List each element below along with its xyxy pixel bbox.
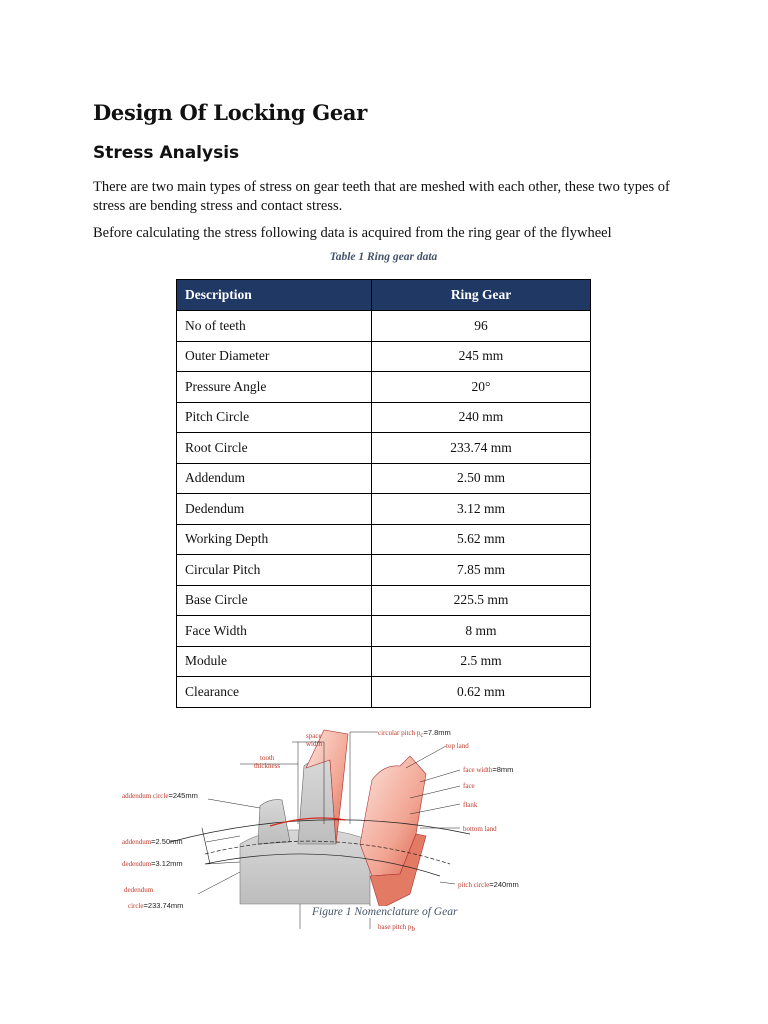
label-flank: flank [463,801,478,809]
cell-ring-gear-value: 240 mm [372,402,591,433]
cell-ring-gear-value: 5.62 mm [372,524,591,555]
figure-caption: Figure 1 Nomenclature of Gear [312,906,458,918]
label-addendum: addendum=2.50mm [122,837,183,846]
table-caption: Table 1 Ring gear data [329,251,438,263]
page-title: Design Of Locking Gear [93,100,367,125]
label-thickness: thickness [254,762,281,770]
cell-ring-gear-value: 0.62 mm [372,677,591,708]
cell-description: Outer Diameter [177,341,372,372]
table-row [177,646,591,677]
cell-description: No of teeth [177,311,372,342]
table-row [177,402,591,433]
ring-gear-table [176,279,591,708]
label-dedendum-circle-1: dedendum [124,886,154,894]
label-face-width: face width=8mm [463,765,514,774]
cell-ring-gear-value: 2.50 mm [372,463,591,494]
table-row [177,524,591,555]
cell-ring-gear-value: 225.5 mm [372,585,591,616]
table-row [177,311,591,342]
cell-description: Root Circle [177,433,372,464]
cell-description: Pitch Circle [177,402,372,433]
label-tooth: tooth [260,754,275,762]
table-row [177,372,591,403]
table-row [177,677,591,708]
cell-ring-gear-value: 7.85 mm [372,555,591,586]
cell-description: Dedendum [177,494,372,525]
cell-description: Base Circle [177,585,372,616]
label-dedendum-circle-2: circle=233.74mm [128,901,184,910]
cell-description: Clearance [177,677,372,708]
gear-nomenclature-figure [110,724,532,932]
header-description: Description [177,280,372,311]
cell-description: Circular Pitch [177,555,372,586]
label-bottom-land: bottom land [463,825,497,833]
cell-description: Face Width [177,616,372,647]
label-top-land: top land [446,742,469,750]
cell-description: Working Depth [177,524,372,555]
cell-ring-gear-value: 20° [372,372,591,403]
label-width: width [306,740,322,748]
table-header-row [177,280,591,311]
label-base-pitch: base pitch pb [378,923,415,932]
paragraph-data-intro: Before calculating the stress following data is acquired from the ring gear of the flywheel [93,225,612,241]
label-dedendum: dedendum=3.12mm [122,859,183,868]
gear-tooth-center [298,759,336,844]
label-addendum-circle: addendum circle=245mm [122,791,198,800]
cell-description: Module [177,646,372,677]
label-space: space [306,732,322,740]
cell-ring-gear-value: 3.12 mm [372,494,591,525]
label-face: face [463,782,475,790]
paragraph-stress-types: There are two main types of stress on gear teeth that are meshed with each other, these two types of stress are bending stress and contact stress. [93,179,670,214]
label-pitch-circle: pitch circle=240mm [458,880,519,889]
gear-diagram [110,724,532,932]
table-row [177,585,591,616]
table-row [177,555,591,586]
cell-ring-gear-value: 2.5 mm [372,646,591,677]
cell-ring-gear-value: 233.74 mm [372,433,591,464]
section-title: Stress Analysis [93,143,240,163]
table-row [177,341,591,372]
cell-description: Addendum [177,463,372,494]
cell-description: Pressure Angle [177,372,372,403]
label-circular-pitch: circular pitch pc=7.8mm [378,728,451,739]
cell-ring-gear-value: 96 [372,311,591,342]
table-row [177,616,591,647]
table-row [177,494,591,525]
table-row [177,463,591,494]
cell-ring-gear-value: 245 mm [372,341,591,372]
cell-ring-gear-value: 8 mm [372,616,591,647]
table-row [177,433,591,464]
header-ring-gear: Ring Gear [372,280,591,311]
